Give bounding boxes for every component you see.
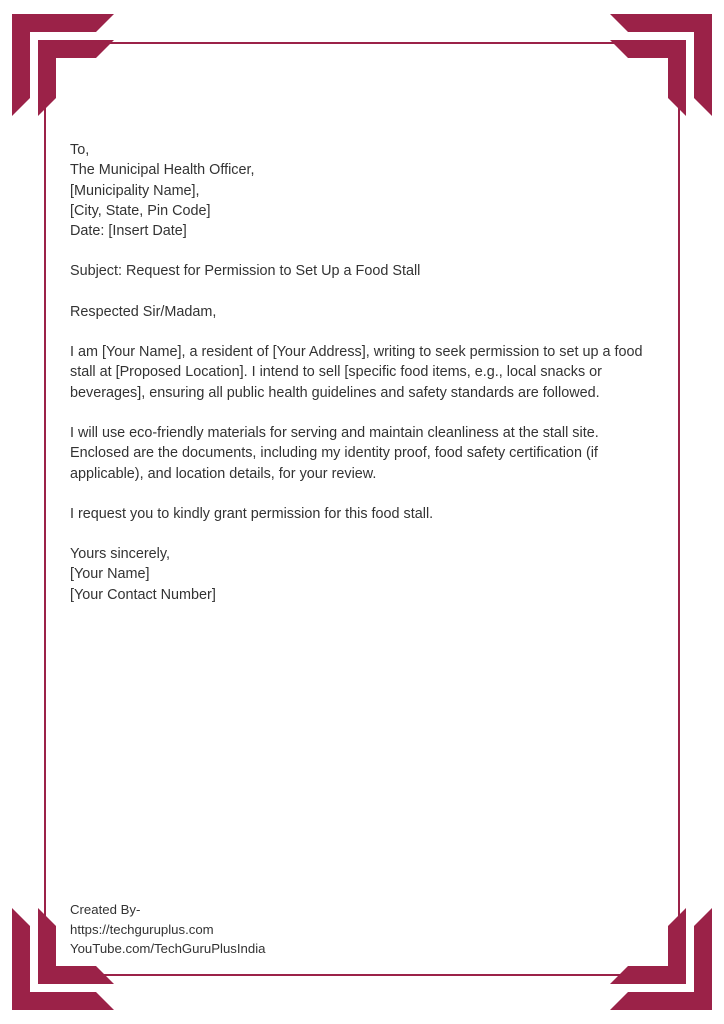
footer-credit [70, 900, 570, 959]
footer-website-link[interactable]: https://techguruplus.com [70, 921, 214, 937]
paragraph-text: I request you to kindly grant permission for this food stall. [70, 505, 434, 522]
corner-ornament-bottom-right [610, 908, 714, 1012]
subject-line: Subject: Request for Permission to Set Up a Food Stall [70, 263, 421, 280]
footer-youtube-link[interactable]: YouTube.com/TechGuruPlusIndia [70, 941, 266, 956]
body-paragraph-2 [70, 423, 656, 484]
corner-ornament-top-left [10, 12, 114, 116]
address-line: The Municipal Health Officer, [70, 162, 255, 179]
footer-created-by-label: Created By- [70, 902, 141, 917]
closing-line: Yours sincerely, [70, 546, 170, 563]
signature-block [70, 544, 656, 605]
body-paragraph-1 [70, 342, 656, 403]
letter-body [70, 140, 656, 605]
paragraph-text: I am [Your Name], a resident of [Your Address], writing to seek permission to set up a food stall at [Proposed Location]. I intend to sell [specific food items, e.g., local snacks or beverages], ensuring all public health guidelines and safety standards are followed. [70, 344, 643, 401]
sender-name-line: [Your Name] [70, 566, 150, 583]
sender-contact-line: [Your Contact Number] [70, 586, 216, 603]
recipient-address-block [70, 140, 656, 241]
subject-block [70, 261, 656, 281]
address-line: To, [70, 142, 90, 158]
address-line: [City, State, Pin Code] [70, 202, 211, 219]
paragraph-text: I will use eco-friendly materials for serving and maintain cleanliness at the stall site. Enclosed are the documents, including my identity proof, food safety certification (if applicable), and location details, for your review. [70, 424, 599, 482]
address-line: [Municipality Name], [70, 182, 200, 199]
salutation-line: Respected Sir/Madam, [70, 303, 217, 320]
corner-ornament-top-right [610, 12, 714, 116]
body-paragraph-3 [70, 504, 656, 524]
salutation-block [70, 302, 656, 322]
date-line: Date: [Insert Date] [70, 223, 187, 240]
